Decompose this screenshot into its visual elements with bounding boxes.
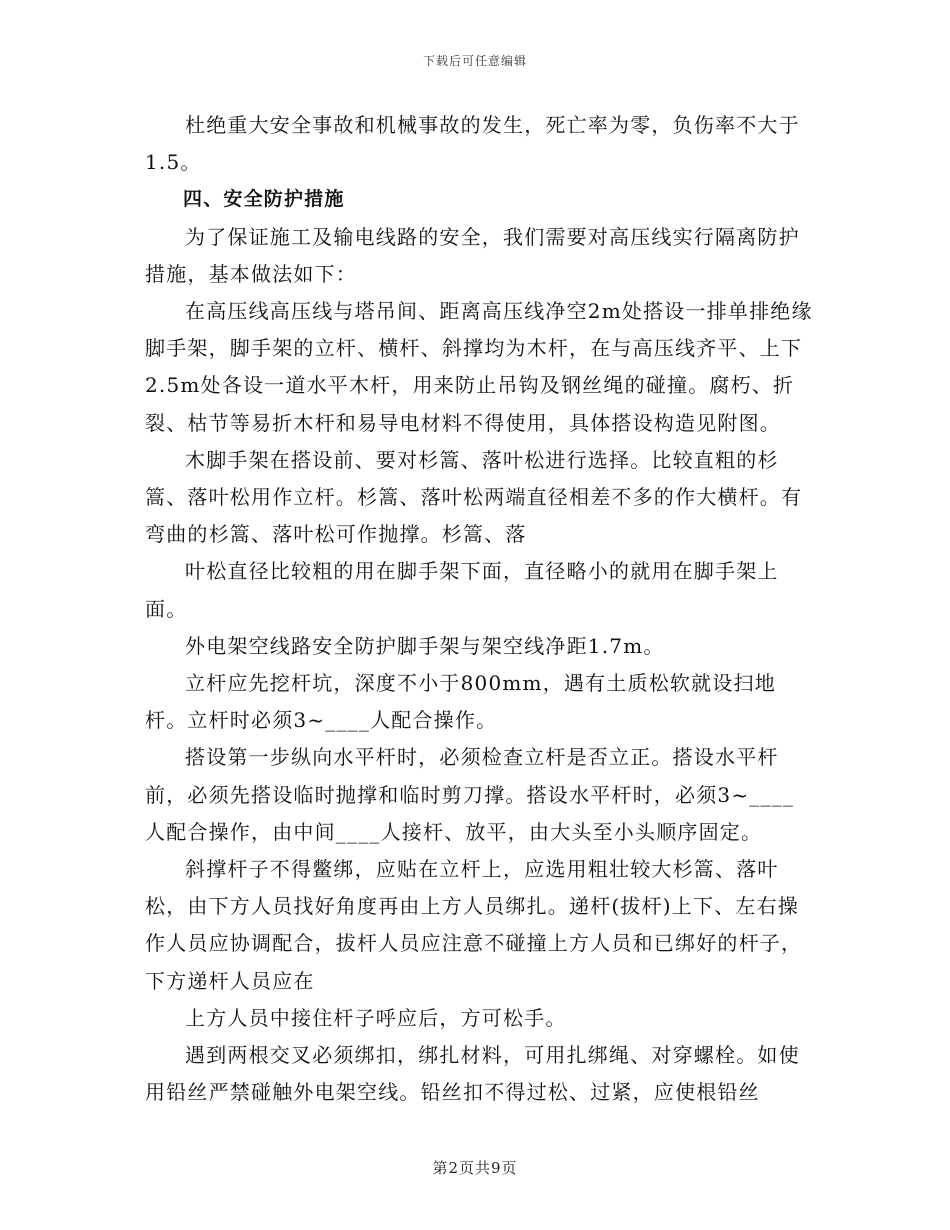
paragraph: 遇到两根交叉必须绑扣，绑扎材料，可用扎绑绳、对穿螺栓。如使用铅丝严禁碰触外电架空线。铅丝扣不得过松、过紧，应使根铅丝 <box>145 1043 800 1105</box>
paragraph: 杜绝重大安全事故和机械事故的发生，死亡率为零，负伤率不大于1.5。 <box>145 113 800 175</box>
paragraph: 木脚手架在搭设前、要对杉篙、落叶松进行选择。比较直粗的杉篙、落叶松用作立杆。杉篙、落叶松两端直径相差不多的作大横杆。有弯曲的杉篙、落叶松可作抛撑。杉篙、落 <box>145 447 803 547</box>
paragraph: 搭设第一步纵向水平杆时，必须检查立杆是否立正。搭设水平杆前，必须先搭设临时抛撑和临时剪刀撑。搭设水平杆时，必须3~____人配合操作，由中间____人接杆、放平，由大头至小头顺序固定。 <box>145 745 795 844</box>
document-body <box>145 107 815 1111</box>
paragraph: 叶松直径比较粗的用在脚手架下面，直径略小的就用在脚手架上面。 <box>145 559 779 621</box>
paragraph: 斜撑杆子不得鳖绑，应贴在立杆上，应选用粗壮较大杉篙、落叶松，由下方人员找好角度再由上方人员绑扎。递杆(拔杆)上下、左右操作人员应协调配合，拔杆人员应注意不碰撞上方人员和已绑好的杆子，下方递杆人员应在 <box>145 857 803 993</box>
paragraph: 上方人员中接住杆子呼应后，方可松手。 <box>185 1005 567 1030</box>
paragraph: 立杆应先挖杆坑，深度不小于800mm，遇有土质松软就设扫地杆。立杆时必须3~____人配合操作。 <box>145 671 776 733</box>
page-header: 下载后可任意编辑 <box>422 54 527 68</box>
page-number: 第2页共9页 <box>432 1159 518 1177</box>
paragraph: 为了保证施工及输电线路的安全，我们需要对高压线实行隔离防护措施，基本做法如下： <box>145 224 800 286</box>
section-heading: 四、安全防护措施 <box>183 188 345 211</box>
paragraph: 外电架空线路安全防护脚手架与架空线净距1.7m。 <box>185 633 665 658</box>
paragraph: 在高压线高压线与塔吊间、距离高压线净空2m处搭设一排单排绝缘脚手架，脚手架的立杆、横杆、斜撑均为木杆，在与高压线齐平、上下2.5m处各设一道水平木杆，用来防止吊钩及钢丝绳的碰撞。腐朽、折裂、枯节等易折木杆和易导电材料不得使用，具体搭设构造见附图。 <box>145 299 813 435</box>
